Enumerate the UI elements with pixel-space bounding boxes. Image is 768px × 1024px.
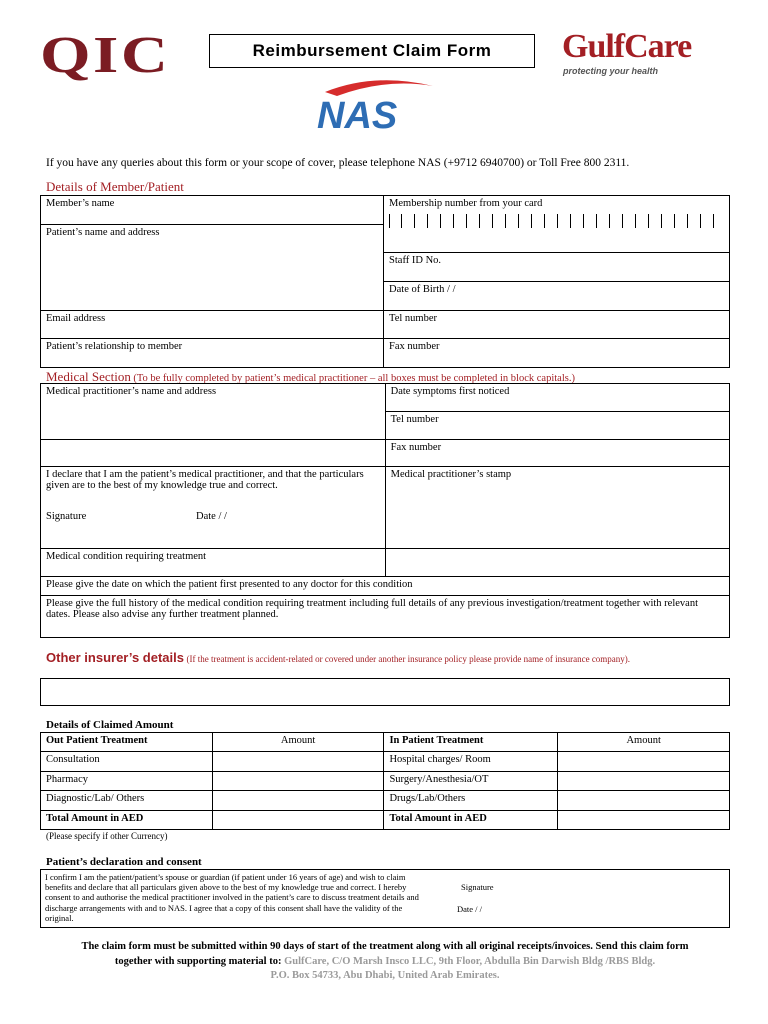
in-amount-header: Amount [558,733,730,752]
email-field[interactable]: Email address [41,311,384,339]
practitioner-declaration [41,467,386,549]
practitioner-name-field[interactable]: Medical practitioner’s name and address [41,384,386,440]
nas-logo [315,76,435,132]
nas-swoosh-icon [315,76,435,132]
other-insurer-field[interactable] [40,678,730,706]
practitioner-date-label: Date / / [196,511,227,522]
member-tel-field[interactable]: Tel number [384,311,730,339]
claim-row-label: Diagnostic/Lab/ Others [41,791,213,811]
first-presented-field[interactable]: Please give the date on which the patient first presented to any doctor for this condition [41,577,730,596]
out-total-label: Total Amount in AED [41,811,213,830]
out-amount-header: Amount [212,733,384,752]
gulfcare-tagline: protecting your health [563,66,659,76]
drugs-amount-field[interactable] [558,791,730,811]
practitioner-declaration-text: I declare that I am the patient’s medical practitioner, and that the particulars given are to the best of my knowledge true and correct. [46,469,364,491]
claimed-table [40,732,730,830]
history-field[interactable]: Please give the full history of the medical condition requiring treatment including full details of any previous investigation/treatment together with relevant dates. Please also advise any further treatment planned. [41,596,730,638]
gulfcare-logo: GulfCare [562,28,692,65]
medical-heading: Medical Section [46,369,131,384]
nas-logo-text: NAS [317,95,398,132]
medical-heading-note: (To be fully completed by patient’s medical practitioner – all boxes must be completed in block capitals.) [133,373,575,384]
declaration-heading: Patient’s declaration and consent [46,856,202,868]
member-table [40,195,730,368]
form-title: Reimbursement Claim Form [209,34,535,68]
members-name-field[interactable]: Member’s name [41,196,384,225]
in-total-label: Total Amount in AED [384,811,558,830]
in-total-amount-field[interactable] [558,811,730,830]
membership-number-field[interactable] [384,196,730,253]
membership-number-label: Membership number from your card [389,198,543,209]
declaration-text: I confirm I am the patient/patient’s spouse or guardian (if patient under 16 years of age) and wish to claim benefits and declare that all particulars given above to the best of my knowledge true and correct. I hereby consent to and authorise the medical practitioner involved in the patient’s care to discuss treatment details and discharge arrangements with and to NAS. I agree that a copy of this consent shall have the validity of the original. [45,872,419,923]
footer-line-3: P.O. Box 54733, Abu Dhabi, United Arab Emirates. [270,970,500,981]
claim-row-label: Hospital charges/ Room [384,752,558,772]
claim-row-label: Drugs/Lab/Others [384,791,558,811]
membership-number-boxes[interactable] [389,214,724,228]
other-insurer-note: (If the treatment is accident-related or covered under another insurance policy please provide name of insurance company). [186,654,631,664]
qic-logo: QIC [40,27,171,84]
diagnostic-amount-field[interactable] [212,791,384,811]
footer-line-2 [40,956,730,967]
medical-table [40,383,730,638]
declaration-date-label: Date / / [457,904,483,914]
relationship-field[interactable]: Patient’s relationship to member [41,339,384,368]
member-fax-field[interactable]: Fax number [384,339,730,368]
condition-field[interactable]: Medical condition requiring treatment [41,549,386,577]
dob-field[interactable]: Date of Birth / / [384,282,730,311]
condition-extra-field[interactable] [385,549,729,577]
declaration-signature-label: Signature [461,882,494,892]
pharmacy-amount-field[interactable] [212,772,384,791]
claim-row-label: Surgery/Anesthesia/OT [384,772,558,791]
practitioner-address-extra[interactable] [41,440,386,467]
in-patient-header: In Patient Treatment [384,733,558,752]
hospital-charges-amount-field[interactable] [558,752,730,772]
consultation-amount-field[interactable] [212,752,384,772]
practitioner-tel-field[interactable]: Tel number [385,412,729,440]
footer-send-to: together with supporting material to: [114,956,282,967]
intro-text: If you have any queries about this form or your scope of cover, please telephone NAS (+9712 6940700) or Toll Free 800 2311. [46,157,630,169]
claim-row-label: Pharmacy [41,772,213,791]
other-insurer-heading: Other insurer’s details [46,650,184,665]
member-heading: Details of Member/Patient [46,179,184,194]
claimed-heading: Details of Claimed Amount [46,719,174,731]
out-patient-header: Out Patient Treatment [41,733,213,752]
date-symptoms-field[interactable]: Date symptoms first noticed [385,384,729,412]
out-total-amount-field[interactable] [212,811,384,830]
currency-note: (Please specify if other Currency) [46,831,168,841]
footer-address: GulfCare, C/O Marsh Insco LLC, 9th Floor, Abdulla Bin Darwish Bldg /RBS Bldg. [284,956,656,967]
practitioner-stamp-field[interactable]: Medical practitioner’s stamp [385,467,729,549]
practitioner-fax-field[interactable]: Fax number [385,440,729,467]
other-insurer-heading-line [46,650,630,665]
practitioner-signature-label: Signature [46,511,87,522]
staff-id-field[interactable]: Staff ID No. [384,253,730,282]
patient-name-address-field[interactable]: Patient’s name and address [41,225,384,311]
footer-line-1: The claim form must be submitted within 90 days of start of the treatment along with all original receipts/invoices. Send this claim form [81,941,689,952]
surgery-amount-field[interactable] [558,772,730,791]
declaration-box [40,869,730,928]
claim-row-label: Consultation [41,752,213,772]
